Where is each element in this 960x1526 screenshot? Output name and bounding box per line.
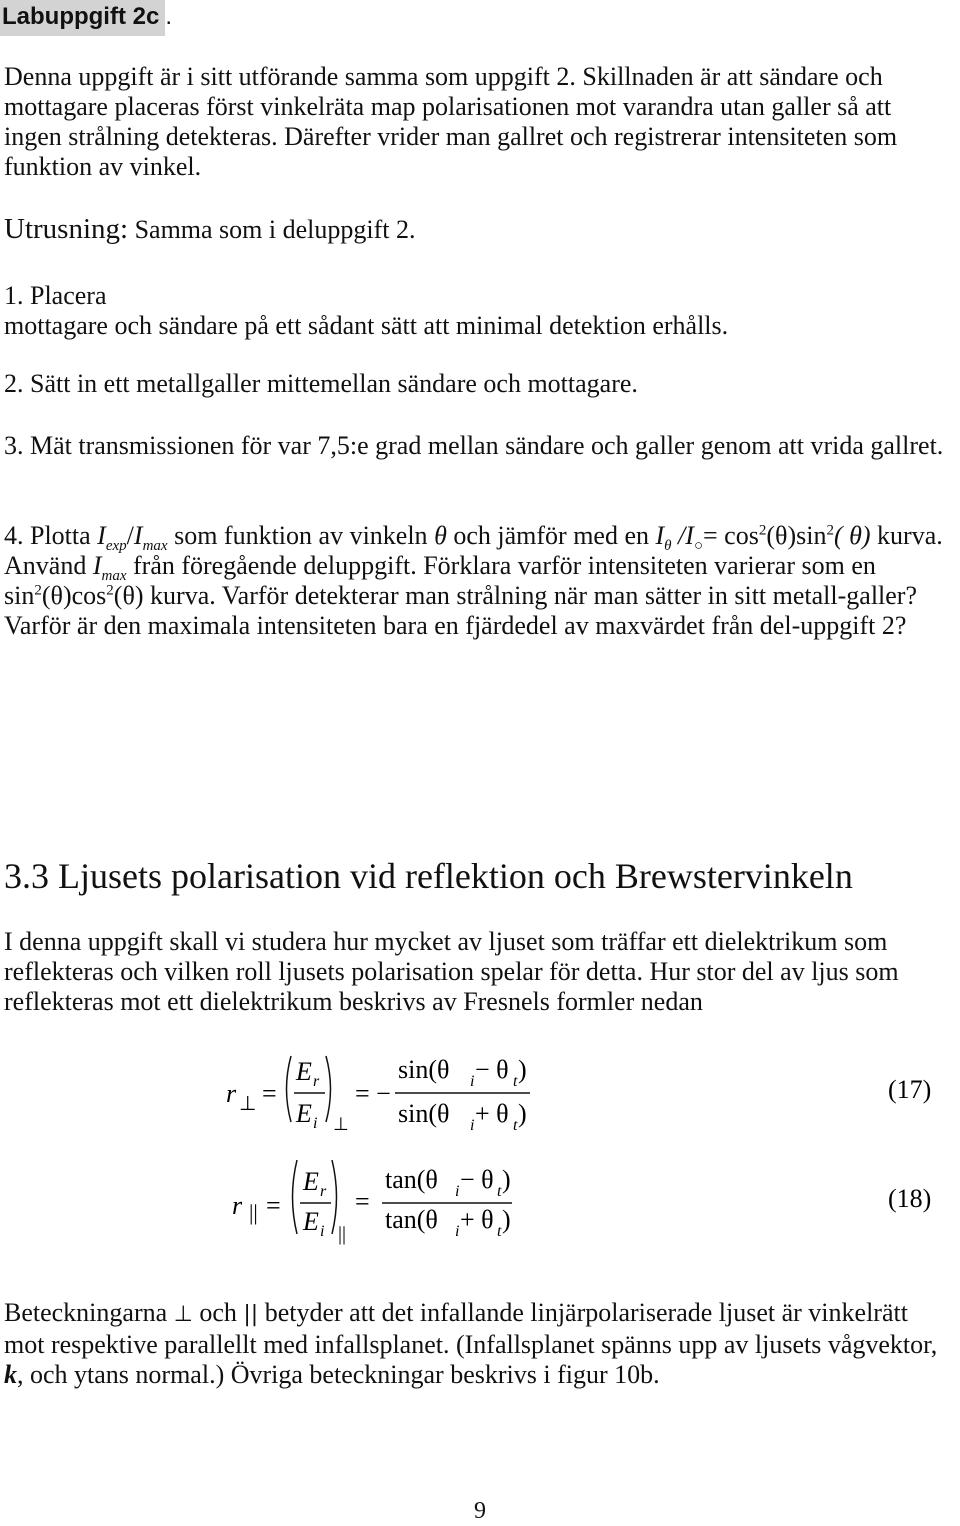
equation-18-graphic: [0, 1152, 960, 1252]
eq17-ei-sub: i: [313, 1115, 318, 1132]
i-max-symbol: I: [92, 551, 102, 580]
square-superscript: 2: [106, 582, 114, 599]
eq17-numerator-end: ): [518, 1055, 527, 1084]
step-4-text-e: (θ)sin: [766, 521, 827, 550]
eq18-ei: E: [303, 1207, 319, 1236]
step-2: 2. Sätt in ett metallgaller mittemellan sändare och mottagare.: [4, 369, 638, 398]
eq18-r: r: [232, 1191, 243, 1220]
step-4: 4. Plotta $I_{exp}/I_{max}$ som funktion av vinkeln θ och jämför med en $I_\theta$ $/I_○= \cos^2(\theta)\sin^2$( θ) kurva. Använd $I_{max}$ från föregående deluppgift. Förklara varför intensiteten varierar som en $\sin^2(\theta)\cos^2(\theta)$ kurva. Varför detekterar man strålning när man sätter in sitt metall-galler? Varför är den maximala intensiteten bara en fjärdedel av maxvärdet från del-uppgift 2?: [4, 521, 943, 640]
eq18-denominator-t: t: [497, 1223, 502, 1240]
step-4-text-a: 4. Plotta: [4, 521, 98, 550]
eq17-numerator: sin(θ: [398, 1055, 450, 1084]
equipment-label: Utrusning:: [4, 213, 129, 245]
lab-title: [0, 0, 172, 36]
eq17-right-paren: [326, 1056, 331, 1122]
lab-title-suffix: .: [165, 3, 172, 30]
lab-title-text: Labuppgift 2c: [0, 0, 165, 36]
eq17-numerator-t: t: [513, 1073, 518, 1090]
step-4-text-i: (θ)cos: [41, 581, 107, 610]
step-4-text-c: och jämför med en: [446, 521, 656, 550]
section-paragraph: I denna uppgift skall vi studera hur mycket av ljuset som träffar ett dielektrikum som reflekteras och vilken roll ljusets polarisation spelar för detta. Hur stor del av ljus som reflekteras mot ett dielektrikum beskrivs av Fresnels formler nedan: [4, 927, 899, 1016]
eq18-number: (18): [888, 1184, 932, 1213]
eq17-number: (17): [888, 1075, 932, 1104]
notation-text-d: , och ytans normal.) Övriga beteckningar beskrivs i figur 10b.: [17, 1360, 660, 1389]
square-superscript: 2: [826, 522, 834, 539]
notation-text-c: betyder att det infallande linjärpolariserade ljuset är vinkelrätt mot respektive parallellt med infallsplanet. (Infallsplanet spänns upp av ljusets vågvektor,: [4, 1298, 938, 1359]
eq17-denominator-t: t: [513, 1117, 518, 1134]
step-1: 1. Placera mottagare och sändare på ett sådant sätt att minimal detektion erhålls.: [4, 281, 729, 340]
eq17-denominator: sin(θ: [398, 1099, 450, 1128]
i-exp-symbol: I: [97, 521, 106, 550]
notation-paragraph: [4, 1298, 949, 1390]
eq17-r: r: [226, 1079, 237, 1108]
eq18-par-subscript-2: ||: [338, 1223, 347, 1245]
eq18-denominator-mid: + θ: [460, 1205, 494, 1234]
eq18-denominator-i: i: [455, 1223, 460, 1240]
i-zero-symbol: /I: [671, 521, 694, 550]
step-4-text-f: ( θ): [833, 521, 871, 550]
eq17-left-paren: [287, 1056, 292, 1122]
section-heading: 3.3 Ljusets polarisation vid reflektion och Brewstervinkeln: [4, 856, 853, 896]
eq17-numerator-i: i: [470, 1073, 475, 1090]
zero-subscript: ○: [693, 538, 703, 555]
step-4-text-j: (θ) kurva. Varför detekterar man strålning när man sätter in sitt metall-galler? Varför är den maximala intensiteten bara en fjärdedel av maxvärdet från del-uppgift 2?: [4, 581, 918, 640]
i-max-symbol: I: [133, 521, 143, 550]
eq18-right-paren: [332, 1160, 337, 1234]
eq18-equals: =: [266, 1191, 281, 1220]
equipment-line: [4, 214, 949, 245]
parallel-symbol: ||: [243, 1302, 259, 1327]
theta-subscript: θ: [664, 538, 672, 555]
i-theta-symbol: I: [655, 521, 665, 550]
square-superscript: 2: [34, 582, 42, 599]
equation-18: [0, 1152, 960, 1252]
eq17-er: E: [296, 1057, 312, 1086]
step-4-text-g: kurva. Använd: [4, 521, 943, 580]
eq17-equals: =: [262, 1079, 277, 1108]
eq17-denominator-i: i: [470, 1117, 475, 1134]
eq18-equals-2: =: [355, 1187, 370, 1216]
eq17-denominator-end: ): [518, 1099, 527, 1128]
eq17-numerator-mid: − θ: [475, 1055, 509, 1084]
eq18-denominator-end: ): [502, 1205, 511, 1234]
k-vector-symbol: k: [4, 1360, 17, 1389]
step-4-text-h: från föregående deluppgift. Förklara varför intensiteten varierar som en sin: [4, 551, 876, 610]
eq18-left-paren: [293, 1160, 298, 1234]
eq18-numerator-mid: − θ: [460, 1165, 494, 1194]
eq18-er: E: [303, 1167, 319, 1196]
intro-paragraph: Denna uppgift är i sitt utförande samma som uppgift 2. Skillnaden är att sändare och mottagare placeras först vinkelräta map polarisationen mot varandra utan galler så att ingen strålning detekteras. Därefter vrider man gallret och registrerar intensiteten som funktion av vinkel.: [4, 62, 898, 181]
eq18-numerator-end: ): [502, 1165, 511, 1194]
perp-symbol: ⊥: [173, 1302, 193, 1327]
equation-17: [0, 1040, 960, 1140]
eq18-denominator: tan(θ: [385, 1205, 438, 1234]
step-4-text-d: = cos: [703, 521, 759, 550]
equipment-text: Samma som i deluppgift 2.: [128, 215, 416, 244]
theta-symbol: θ: [434, 521, 447, 550]
eq17-er-sub: r: [313, 1073, 320, 1090]
eq18-numerator-t: t: [497, 1183, 502, 1200]
notation-text-a: Beteckningarna: [4, 1298, 174, 1327]
page-number: 9: [474, 1498, 486, 1524]
eq17-denominator-mid: + θ: [475, 1099, 509, 1128]
exp-subscript: exp: [105, 538, 127, 555]
max-subscript: max: [142, 538, 168, 555]
eq18-er-sub: r: [320, 1183, 327, 1200]
max-subscript: max: [101, 568, 127, 585]
eq17-ei: E: [296, 1099, 312, 1128]
eq17-minus: = −: [355, 1079, 391, 1108]
eq17-perp-subscript-2: ⊥: [333, 1114, 349, 1134]
step-3: 3. Mät transmissionen för var 7,5:e grad mellan sändare och galler genom att vrida gallret.: [4, 431, 944, 460]
eq18-numerator-i: i: [455, 1183, 460, 1200]
notation-text-b: och: [192, 1298, 244, 1327]
square-superscript: 2: [758, 522, 767, 539]
step-4-text-b: som funktion av vinkeln: [167, 521, 435, 550]
eq18-ei-sub: i: [320, 1223, 325, 1240]
eq18-par-subscript: ||: [249, 1200, 258, 1225]
eq17-perp-subscript: ⊥: [239, 1093, 257, 1115]
eq18-numerator: tan(θ: [385, 1165, 438, 1194]
equation-17-graphic: [0, 1040, 960, 1140]
